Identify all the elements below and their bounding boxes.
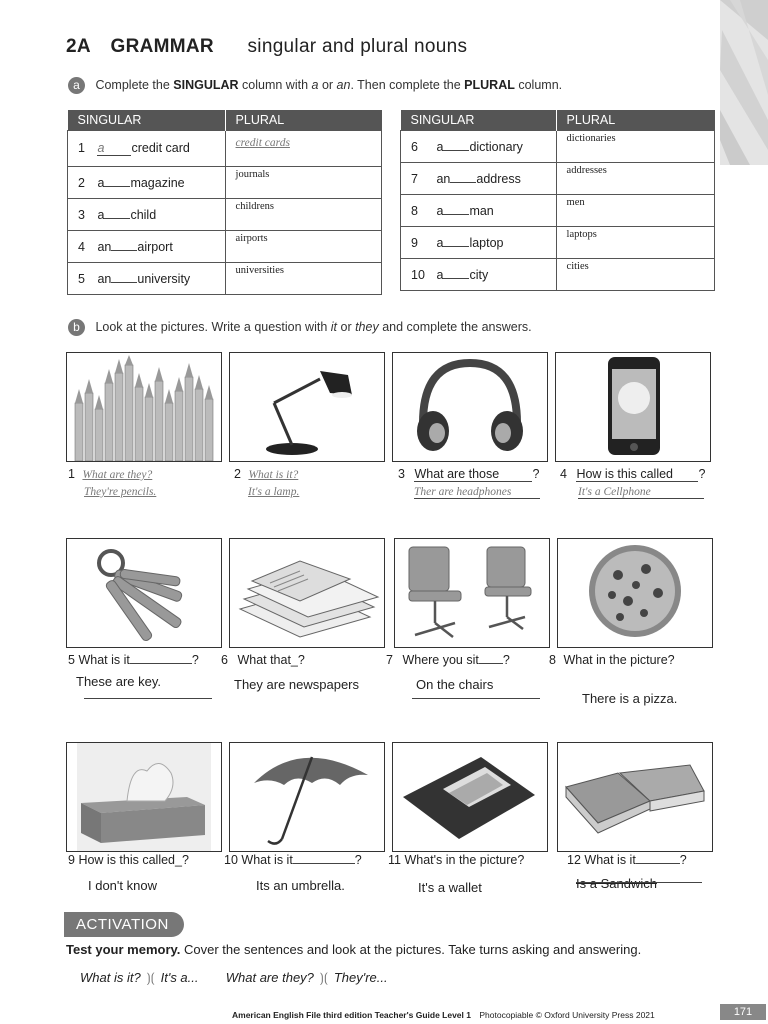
sandwich-icon [557,742,713,852]
question-2-text[interactable]: What is it? [248,469,299,481]
section-subtitle: singular and plural nouns [247,36,468,57]
example-answer-1: It's a... [160,970,199,985]
question-10-text[interactable]: What is it [241,853,293,867]
plural-answer[interactable]: journals [225,167,381,199]
answer-4[interactable]: It's a Cellphone [578,486,704,499]
keys-icon [66,538,222,648]
answer-3[interactable]: Ther are headphones [414,486,540,499]
table-row: 5 an university universities [68,263,382,295]
footer-book-title: American English File third edition Teacher's Guide Level 1 [232,1010,471,1020]
answer-9[interactable]: I don't know [88,878,157,893]
corner-decoration [720,0,768,165]
answer-10[interactable]: Its an umbrella. [256,878,345,893]
table-row: 10 a city cities [401,259,715,291]
pencils-icon [66,352,222,462]
question-4: 4 How is this called ? [560,467,706,481]
plural-answer[interactable]: laptops [556,227,714,259]
question-1-text[interactable]: What are they? [82,469,153,481]
umbrella-icon [229,742,385,852]
question-6: 6 What that_? [221,653,305,667]
plural-answer[interactable]: credit cards [225,131,381,167]
table-row: 2 a magazine journals [68,167,382,199]
unit-code: 2A [66,36,91,57]
table-row: 4 an airport airports [68,231,382,263]
col-singular-header: SINGULAR [68,110,226,131]
pizza-icon [557,538,713,648]
question-3: 3 What are those ? [398,467,540,481]
question-9: 9 How is this called_? [68,853,189,867]
answer-6[interactable]: They are newspapers [234,677,360,692]
part-a-instruction: a Complete the SINGULAR column with a or an. Then complete the PLURAL column. [68,76,562,94]
question-1: 1 What are they? [68,467,153,481]
question-5-text[interactable]: What is it [78,653,130,667]
page-number: 171 [720,1004,766,1020]
activation-banner: ACTIVATION [64,912,184,937]
lamp-icon [229,352,385,462]
activation-examples [80,970,388,986]
question-9-text[interactable]: How is this called_? [78,853,189,867]
col-plural-header: PLURAL [225,110,381,131]
table-row: 8 a man men [401,195,715,227]
part-b-badge: b [68,319,85,336]
newspapers-icon [229,538,385,648]
question-4-text[interactable]: How is this called [576,467,698,482]
answer-2[interactable]: It's a lamp. [248,486,300,498]
example-question-1: What is it? [80,970,141,985]
singular-plural-table-right [400,110,715,291]
example-answer-2: They're... [333,970,388,985]
cellphone-icon [555,352,711,462]
question-2: 2 What is it? [234,467,299,481]
page-title [66,36,467,58]
table-row: 9 a laptop laptops [401,227,715,259]
plural-answer[interactable]: addresses [556,163,714,195]
table-row: 6 a dictionary dictionaries [401,131,715,163]
section-name: GRAMMAR [110,36,214,57]
table-row: 1 a credit card credit cards [68,131,382,167]
footer [232,1010,655,1020]
table-row: 3 a child childrens [68,199,382,231]
question-3-text[interactable]: What are those [414,467,532,482]
answer-12[interactable]: Is a Sandwich [576,876,657,891]
plural-answer[interactable]: cities [556,259,714,291]
plural-answer[interactable]: dictionaries [556,131,714,163]
answer-8[interactable]: There is a pizza. [582,691,678,706]
col-plural-header: PLURAL [556,110,714,131]
plural-answer[interactable]: universities [225,263,381,295]
table-row: 7 an address addresses [401,163,715,195]
plural-answer[interactable]: airports [225,231,381,263]
question-8-text[interactable]: What in the picture? [563,653,675,667]
speech-bubble-icon: ⟯⟮ [319,970,329,985]
tissue-box-icon [66,742,222,852]
plural-answer[interactable]: childrens [225,199,381,231]
answer-1[interactable]: They're pencils. [84,486,157,498]
question-8: 8 What in the picture? [549,653,675,667]
question-10: 10 What is it ? [224,853,362,867]
answer-7-line [412,698,540,699]
plural-answer[interactable]: men [556,195,714,227]
question-7: 7 Where you sit ? [386,653,510,667]
example-question-2: What are they? [225,970,314,985]
footer-copyright: Photocopiable © Oxford University Press 2021 [479,1010,655,1020]
singular-plural-table-left [67,110,382,295]
part-b-instruction: b Look at the pictures. Write a question with it or they and complete the answers. [68,318,532,336]
question-12: 12 What is it ? [567,853,687,867]
answer-5[interactable]: These are key. [76,674,162,689]
speech-bubble-icon: ⟯⟮ [146,970,155,985]
question-12-text[interactable]: What is it [584,853,636,867]
question-11: 11 What's in the picture? [388,853,525,867]
headphones-icon [392,352,548,462]
part-a-badge: a [68,77,85,94]
answer-11[interactable]: It's a wallet [418,880,482,895]
chairs-icon [394,538,550,648]
answer-12-line [576,882,702,883]
answer-7[interactable]: On the chairs [416,677,494,692]
col-singular-header: SINGULAR [401,110,557,131]
question-11-text[interactable]: What's in the picture? [404,853,525,867]
answer-5-line [84,698,212,699]
wallet-icon [392,742,548,852]
question-5: 5 What is it ? [68,653,199,667]
question-7-text[interactable]: Where you sit [402,653,479,667]
question-6-text[interactable]: What that_? [237,653,305,667]
activation-instruction: Test your memory. Cover the sentences and look at the pictures. Take turns asking and answering. [66,942,642,957]
